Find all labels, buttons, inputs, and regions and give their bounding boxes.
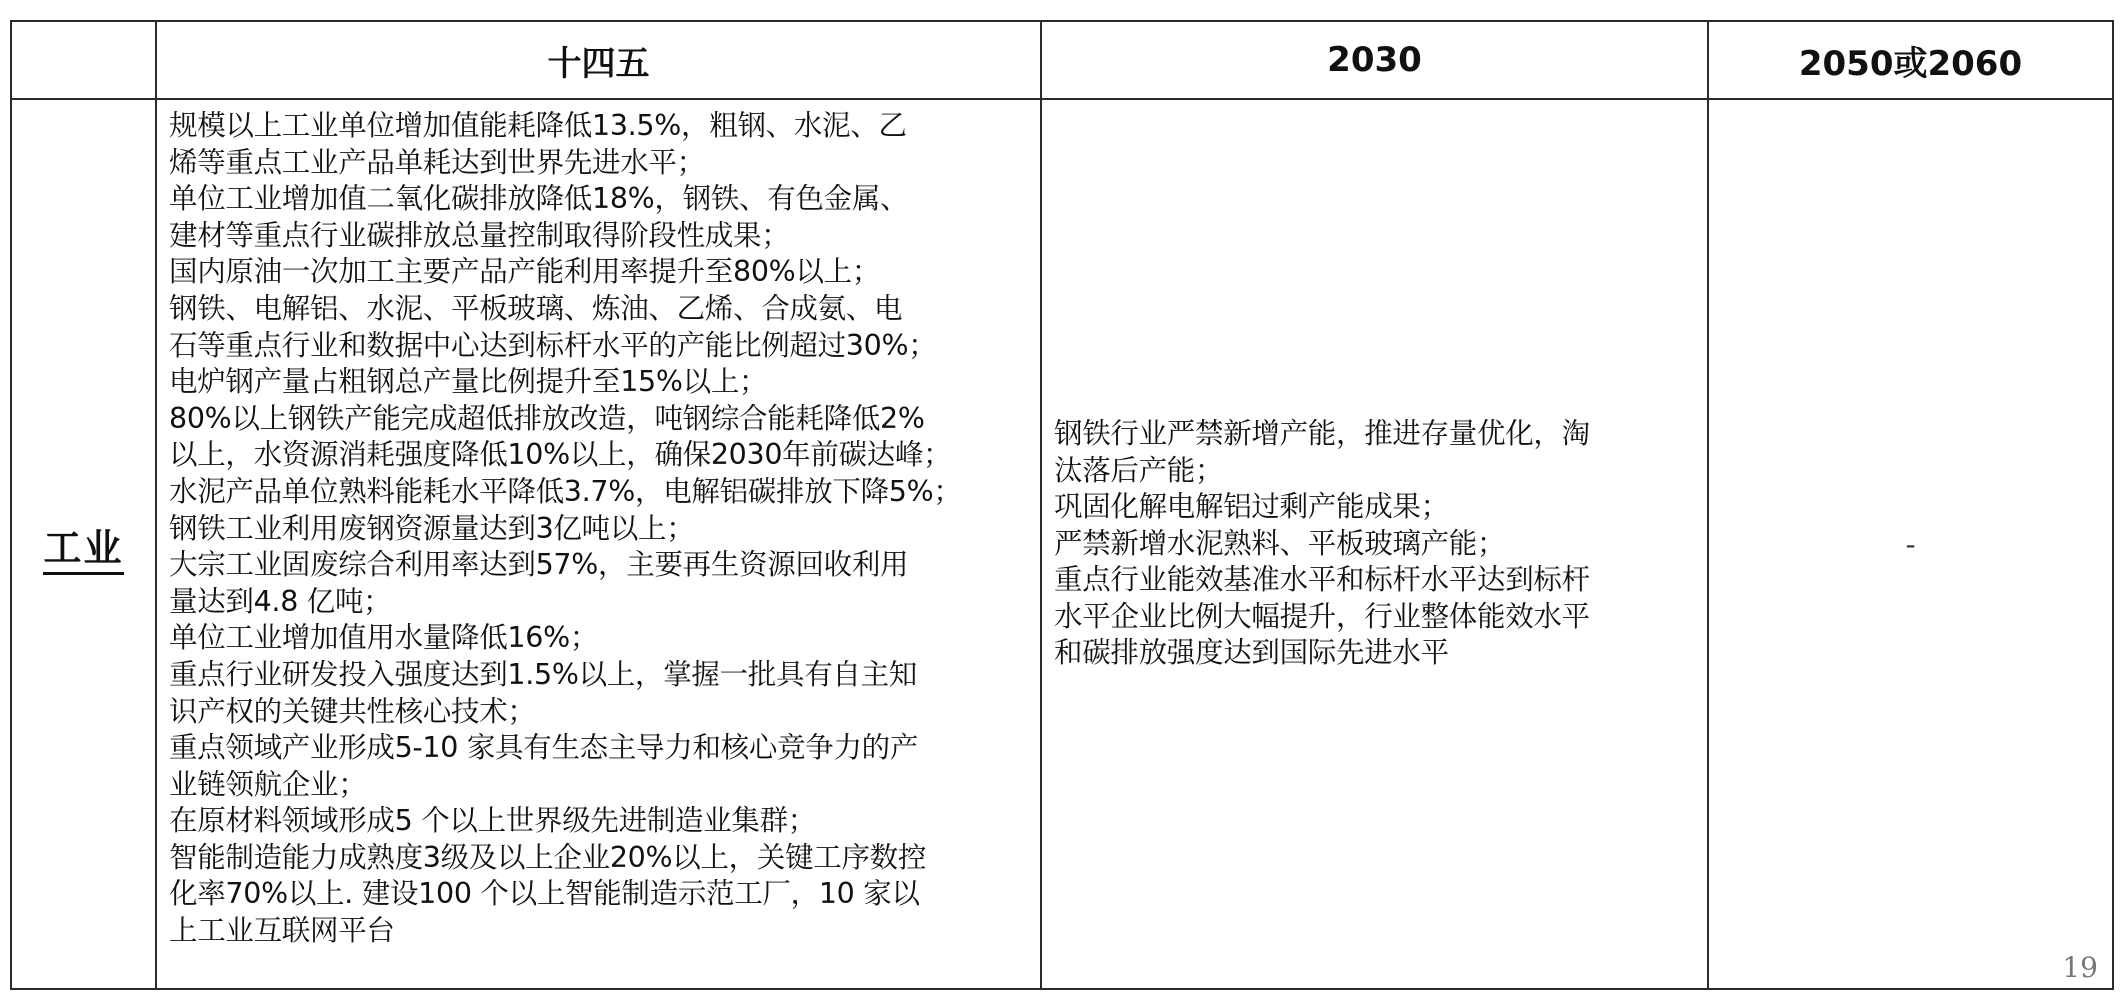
text-line: 单位工业增加值用水量降低16%； — [169, 621, 599, 655]
text-line: 和碳排放强度达到国际先进水平 — [1054, 636, 1449, 670]
header-2050-2060: 2050或2060 — [1708, 21, 2113, 99]
cell-2030 — [1041, 99, 1708, 989]
text-line: 大宗工业固废综合利用率达到57%，主要再生资源回收利用 — [169, 548, 909, 582]
text-line: 以上，水资源消耗强度降低10%以上，确保2030年前碳达峰； — [169, 438, 952, 472]
text-line: 钢铁行业严禁新增产能，推进存量优化，淘 — [1054, 416, 1590, 450]
text-line: 严禁新增水泥熟料、平板玻璃产能； — [1054, 526, 1506, 560]
text-line: 重点行业研发投入强度达到1.5%以上，掌握一批具有自主知 — [169, 657, 918, 691]
text-line: 规模以上工业单位增加值能耗降低13.5%，粗钢、水泥、乙 — [169, 109, 907, 142]
row-label-industry: 工业 — [43, 526, 123, 575]
text-line: 业链领航企业； — [169, 767, 367, 801]
header-2030: 2030 — [1041, 21, 1708, 99]
text-line: 80%以上钢铁产能完成超低排放改造，吨钢综合能耗降低2% — [169, 401, 925, 435]
text-line: 电炉钢产量占粗钢总产量比例提升至15%以上； — [169, 365, 768, 399]
header-empty — [11, 21, 156, 99]
text-line: 钢铁、电解铝、水泥、平板玻璃、炼油、乙烯、合成氨、电 — [169, 291, 903, 325]
text-line: 上工业互联网平台 — [169, 914, 395, 948]
row-label-cell — [11, 99, 156, 989]
text-line: 化率70%以上. 建设100 个以上智能制造示范工厂，10 家以 — [169, 877, 920, 911]
text-line: 在原材料领域形成5 个以上世界级先进制造业集群； — [169, 804, 816, 838]
text-line: 烯等重点工业产品单耗达到世界先进水平； — [169, 145, 705, 179]
text-line: 智能制造能力成熟度3级及以上企业20%以上，关键工序数控 — [169, 840, 927, 874]
text-line: 石等重点行业和数据中心达到标杆水平的产能比例超过30%； — [169, 328, 937, 362]
industry-row — [11, 99, 2113, 989]
cell-14th-five-year — [156, 99, 1041, 989]
cell-2050-2060 — [1708, 99, 2113, 989]
text-line: 巩固化解电解铝过剩产能成果； — [1054, 490, 1449, 524]
text-line: 量达到4.8 亿吨； — [169, 584, 392, 618]
text-line: 重点行业能效基准水平和标杆水平达到标杆 — [1054, 563, 1590, 597]
empty-value-dash: - — [1905, 527, 1916, 561]
policy-table — [10, 20, 2114, 990]
header-14th-five-year: 十四五 — [156, 21, 1041, 99]
text-line: 识产权的关键共性核心技术； — [169, 694, 536, 728]
text-line: 水泥产品单位熟料能耗水平降低3.7%，电解铝碳排放下降5%； — [169, 474, 962, 508]
text-line: 单位工业增加值二氧化碳排放降低18%，钢铁、有色金属、 — [169, 182, 909, 216]
text-line: 汰落后产能； — [1054, 453, 1224, 487]
page-number: 19 — [2062, 951, 2098, 984]
text-line: 钢铁工业利用废钢资源量达到3亿吨以上； — [169, 511, 695, 545]
text-line: 国内原油一次加工主要产品产能利用率提升至80%以上； — [169, 255, 881, 289]
text-line: 水平企业比例大幅提升，行业整体能效水平 — [1054, 599, 1590, 633]
text-line: 重点领域产业形成5-10 家具有生态主导力和核心竞争力的产 — [169, 731, 919, 765]
text-line: 建材等重点行业碳排放总量控制取得阶段性成果； — [169, 218, 790, 252]
header-row — [11, 21, 2113, 99]
